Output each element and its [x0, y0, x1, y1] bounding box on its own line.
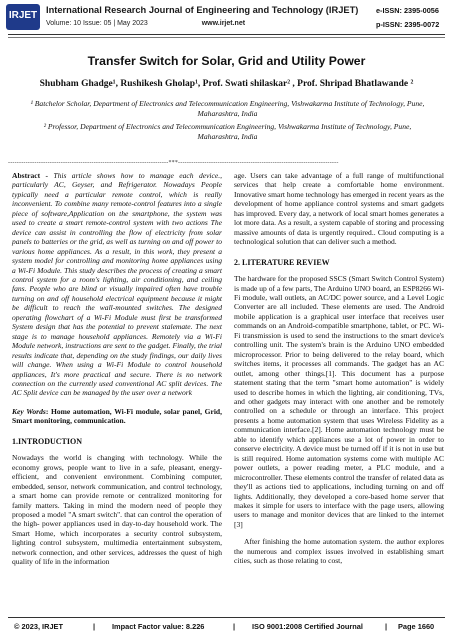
website-link[interactable]: www.irjet.net	[201, 20, 246, 27]
intro-heading: 1.INTRODUCTION	[12, 436, 83, 446]
header-rule-2	[8, 37, 445, 38]
eissn: e-ISSN: 2395-0056	[376, 6, 439, 15]
affiliation-2: ² Professor, Department of Electronics and Telecommunication Engineering, Vishwakarma Institute of Technology, Pune, Maharashtra, India	[43, 122, 412, 141]
abstract	[12, 171, 222, 398]
journal-name: International Research Journal of Engineering and Technology (IRJET)	[46, 5, 359, 15]
abstract-label: Abstract -	[12, 171, 48, 180]
logo-text: IRJET	[8, 10, 38, 21]
keywords	[12, 407, 222, 426]
footer-divider-3: |	[385, 622, 388, 631]
literature-paragraph: The hardware for the proposed SSCS (Smart Switch Control System) is made up of a few parts, The Arduino UNO board, an ESP8266 Wi-Fi module, wall outlets, an AC/DC power source, and a Level Logic Converter are all included. These elements are used. The Android mobile application is a graphical user interface that receives user commands on an Android-compatible smartphone, tablet, or PC. Wi-Fi transmission is used to send the instructions to the smart device's controlling unit. The system's brain is the Arduino UNO embedded microprocessor. Prior to being delivered to the relay board, which switches items, it processes all commands. The gadget has an AC outlet, among other things.[1]. This document has a purpose statement stating that the term "smart home automation" is widely used to describe homes in which the lighting, air conditioning, TVs, and other gadgets may interact with one another and be remotely controlled on a schedule or through an interface. This project presents a home automation system that uses Wireless Fidelity as a communication interface.[2]. Home automation technology must be able to identify which appliances use a lot of power in order to conserve electricity. A device must be turned off if it is not in use but is still required. Home automation systems come with multiple AC power outlets, a power reading meter, a PLC module, and a microcontroller. These elements control the transfer of related data as they'll as actions tied to applications, including turning on and off lights. Additionally, they developed a core-based home server that makes it simple for users to interface with the page users, allowing users to manage and monitor devices that are linked to the internet [3]	[234, 274, 444, 529]
affiliation-1: ¹ Batchelor Scholar, Department of Electronics and Telecommunication Engineering, Vishwakarma Institute of Technology, Pune, Maharashtra, India	[30, 99, 425, 118]
pissn: p-ISSN: 2395-0072	[376, 20, 440, 29]
right-column	[234, 171, 444, 566]
keywords-text: : Home automation, Wi-Fi module, solar panel, Grid, Smart monitoring, communication.	[12, 406, 223, 426]
footer-divider-2: |	[233, 622, 236, 631]
volume-text: Volume: 10 Issue: 05 | May 2023	[46, 20, 148, 27]
literature-paragraph-2: After finishing the home automation system. the author explores the numerous and complex issues involved in establishing smart cities, such as those relating to cost,	[234, 537, 444, 566]
abstract-text: This article shows how to manage each device., particularly AC, Geyser, and Refrigerator. Nowadays People typically need a particular remote control, which is really inconvenient. To combine many remote-control features into a single piece of software,Application on the smartphone, the system was used to create a smart remote-control system with two actions The device can assist in controlling the flow of electricity from solar panels to batteries or the grid, as well as turning on and off power to various home appliances. As a result, in this work, they present a system model for controlling and monitoring home appliances using a Wi-Fi Module. This study describes the process of creating a smart control system for a room's lighting, air conditioning, and ceiling fans. People who are blind or visually impaired often have trouble turning on and off household electrical equipment because it might be difficult to reach the wall-mounted switches. The designed operating flowchart of a Wi-Fi Module must first be transformed System design that has the potential to prevent stalemate. The next stage is to manage household appliances. Remotely via a Wi-Fi Module network, instructions are sent to the gadget. Finally, the trial results indicate that, depending on the study findings, our daily lives will change. When using a Wi-Fi Module to control household appliances, It's more practical and secure. There is no network connection on the currently used conventional AC split devices. The AC Split device can be managed by the user over a network	[12, 171, 222, 398]
literature-heading: 2. LITERATURE REVIEW	[234, 257, 330, 267]
separator-line: -------------------------------------------------------------------------***-------------------------------------------------------------------------	[8, 160, 339, 166]
left-column	[12, 171, 222, 567]
header-rule	[8, 34, 445, 35]
paper-authors: Shubham Ghadge¹, Rushikesh Gholap¹, Prof. Swati shilaskar² , Prof. Shripad Bhatlawande ²	[39, 79, 414, 89]
irjet-logo	[6, 4, 40, 30]
footer-impact: Impact Factor value: 8.226	[112, 622, 205, 631]
volume-issue	[46, 20, 245, 27]
footer-iso: ISO 9001:2008 Certified Journal	[252, 622, 363, 631]
intro-continuation: age. Users can take advantage of a full range of multifunctional services that help create a comfortable home environment. Innovative smart home technology has emerged in recent years as the development of home appliance control systems and smart gadgets has improved. Every day, a network of local smart homes generates a lot more data. As a result, a system capable of storing and processing massive amounts of data is urgently required.. Cloud computing is a technological solution that can deliver such a method.	[234, 171, 444, 247]
footer-rule	[8, 617, 445, 618]
footer-divider: |	[93, 622, 96, 631]
paper-title: Transfer Switch for Solar, Grid and Utility Power	[87, 54, 366, 68]
footer-page: Page 1660	[398, 622, 435, 631]
footer-copyright: © 2023, IRJET	[14, 622, 63, 631]
journal-header	[0, 0, 453, 36]
intro-paragraph: Nowadays the world is changing with technology. While the economy grows, people want to live in a safe, pleasant, energy- efficient, and convenient environment. Combining computer, embedded, sensor, network communication, and control technology, a smart home can provide remote or centralized monitoring for family matters. Taking in mind the modern need of people they proposed a model "A smart switch". that can control the operation of the high- power appliances used in day-to-day household work. The Smart Home, which incorporates a security control subsystem, lighting control subsystem, multimedia entertainment subsystem, network connection, and other services, addresses the quest of high quality of life in the information	[12, 453, 222, 567]
keywords-label: Key Words	[12, 406, 46, 416]
